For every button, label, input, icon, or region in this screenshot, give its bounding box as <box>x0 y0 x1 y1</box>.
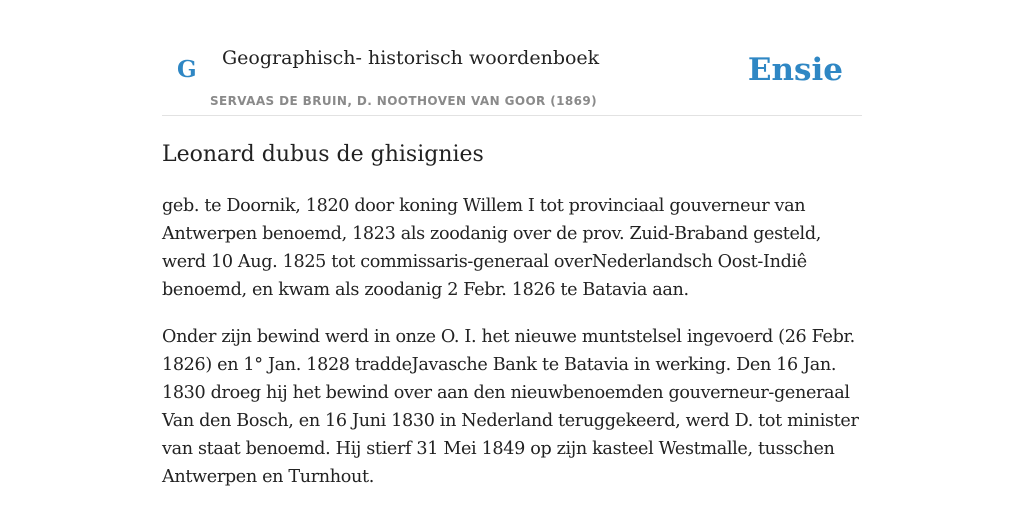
page <box>162 0 862 512</box>
ensie-logo[interactable]: Ensie <box>747 52 843 88</box>
book-title[interactable]: Geographisch- historisch woordenboek <box>222 47 600 69</box>
entry-body <box>162 192 862 510</box>
entry-paragraph: Onder zijn bewind werd in onze O. I. het nieuwe muntstelsel ingevoerd (26 Febr. 1826) en 1° Jan. 1828 traddeJavasche Bank te Batavia in werking. Den 16 Jan. 1830 droeg hij het bewind over aan den nieuwbenoemden gouverneur-generaal Van den Bosch, en 16 Juni 1830 in Nederland teruggekeerd, werd D. tot minister van staat benoemd. Hij stierf 31 Mei 1849 op zijn kasteel Westmalle, tusschen Antwerpen en Turnhout. <box>162 327 859 487</box>
entry-title: Leonard dubus de ghisignies <box>162 142 484 167</box>
book-logo-icon[interactable]: G <box>177 56 197 83</box>
entry-paragraph: geb. te Doornik, 1820 door koning Willem I tot provinciaal gouverneur van Antwerpen benoemd, 1823 als zoodanig over de prov. Zuid-Braband gesteld, werd 10 Aug. 1825 tot commissaris-generaal overNederlandsch Oost-Indiê benoemd, en kwam als zoodanig 2 Febr. 1826 te Batavia aan. <box>162 196 821 300</box>
book-authors: SERVAAS DE BRUIN, D. NOOTHOVEN VAN GOOR (1869) <box>210 94 598 108</box>
header <box>162 0 862 116</box>
